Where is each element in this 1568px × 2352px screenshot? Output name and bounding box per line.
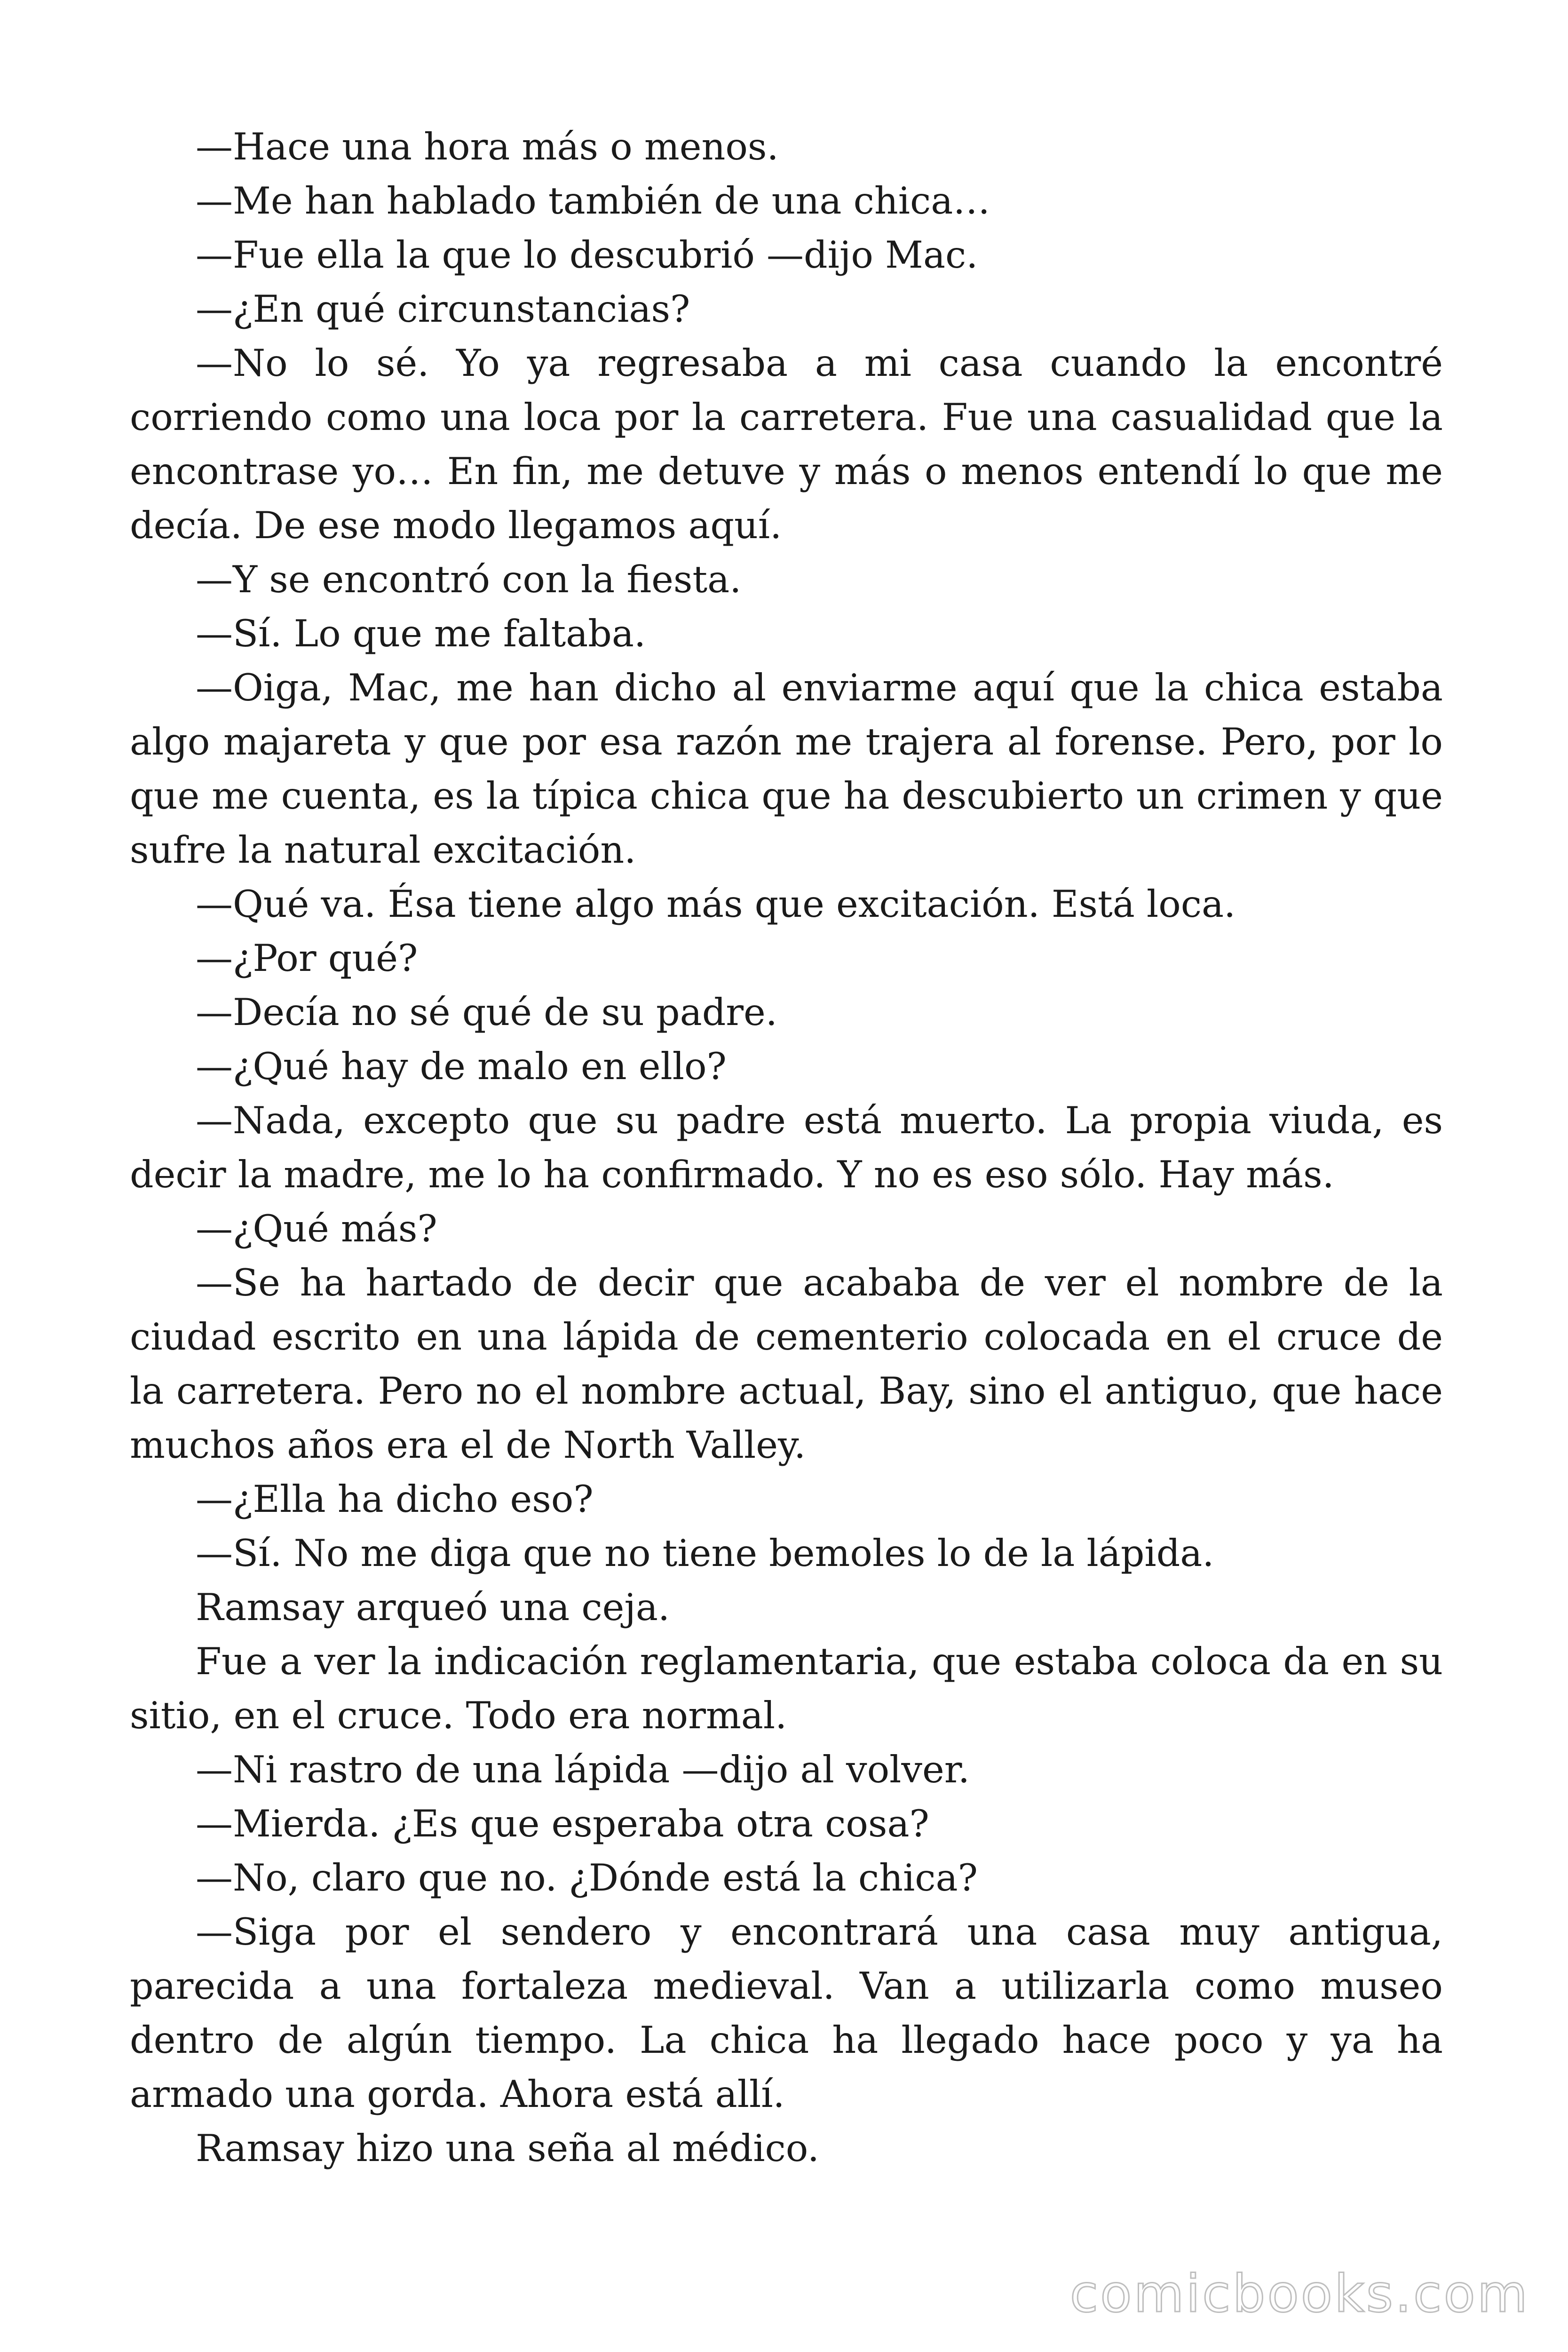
paragraph: —¿En qué circunstancias?	[196, 287, 690, 331]
paragraph: —¿Qué más?	[196, 1207, 437, 1250]
page-text	[130, 120, 1443, 2176]
paragraph: —Sí. No me diga que no tiene bemoles lo de la lápida.	[196, 1532, 1214, 1575]
paragraph: —Decía no sé qué de su padre.	[196, 991, 777, 1034]
paragraph: —Siga por el sendero y encontrará una casa muy antigua, parecida a una fortaleza medieval. Van a utilizarla como museo dentro de algún tiempo. La chica ha llegado hace poco y ya ha armado una gorda. Ahora está allí.	[130, 1910, 1443, 2116]
paragraph: —¿Por qué?	[196, 937, 418, 980]
paragraph: —¿Qué hay de malo en ello?	[196, 1045, 727, 1088]
paragraph: —Ni rastro de una lápida —dijo al volver.	[196, 1748, 970, 1791]
paragraph: —Fue ella la que lo descubrió —dijo Mac.	[196, 233, 978, 277]
paragraph: —Y se encontró con la fiesta.	[196, 558, 742, 601]
paragraph: Ramsay arqueó una ceja.	[196, 1586, 670, 1629]
paragraph: —Se ha hartado de decir que acababa de ver el nombre de la ciudad escrito en una lápida de cementerio colocada en el cruce de la carretera. Pero no el nombre actual, Bay, sino el antiguo, que hace muchos años era el de North Valley.	[130, 1261, 1443, 1467]
paragraph: —No lo sé. Yo ya regresaba a mi casa cuando la encontré corriendo como una loca por la carretera. Fue una casualidad que la encontrase yo… En fin, me detuve y más o menos entendí lo que me decía. De ese modo llegamos aquí.	[130, 342, 1443, 547]
paragraph: —Me han hablado también de una chica…	[196, 179, 990, 222]
paragraph: —Hace una hora más o menos.	[196, 125, 779, 168]
paragraph: Ramsay hizo una seña al médico.	[196, 2127, 819, 2170]
paragraph: —Qué va. Ésa tiene algo más que excitación. Está loca.	[196, 882, 1236, 926]
paragraph: —Mierda. ¿Es que esperaba otra cosa?	[196, 1802, 929, 1845]
paragraph: —Oiga, Mac, me han dicho al enviarme aquí que la chica estaba algo majareta y que por esa razón me trajera al forense. Pero, por lo que me cuenta, es la típica chica que ha descubierto un crimen y que sufre la natural excitación.	[130, 666, 1443, 872]
paragraph: —No, claro que no. ¿Dónde está la chica?	[196, 1856, 978, 1899]
paragraph: —Sí. Lo que me faltaba.	[196, 612, 646, 655]
paragraph: Fue a ver la indicación reglamentaria, que estaba coloca da en su sitio, en el cruce. Todo era normal.	[130, 1640, 1443, 1737]
paragraph: —¿Ella ha dicho eso?	[196, 1478, 594, 1521]
paragraph: —Nada, excepto que su padre está muerto. La propia viuda, es decir la madre, me lo ha confirmado. Y no es eso sólo. Hay más.	[130, 1099, 1443, 1196]
watermark-text: comicbooks.com	[1069, 2264, 1529, 2324]
